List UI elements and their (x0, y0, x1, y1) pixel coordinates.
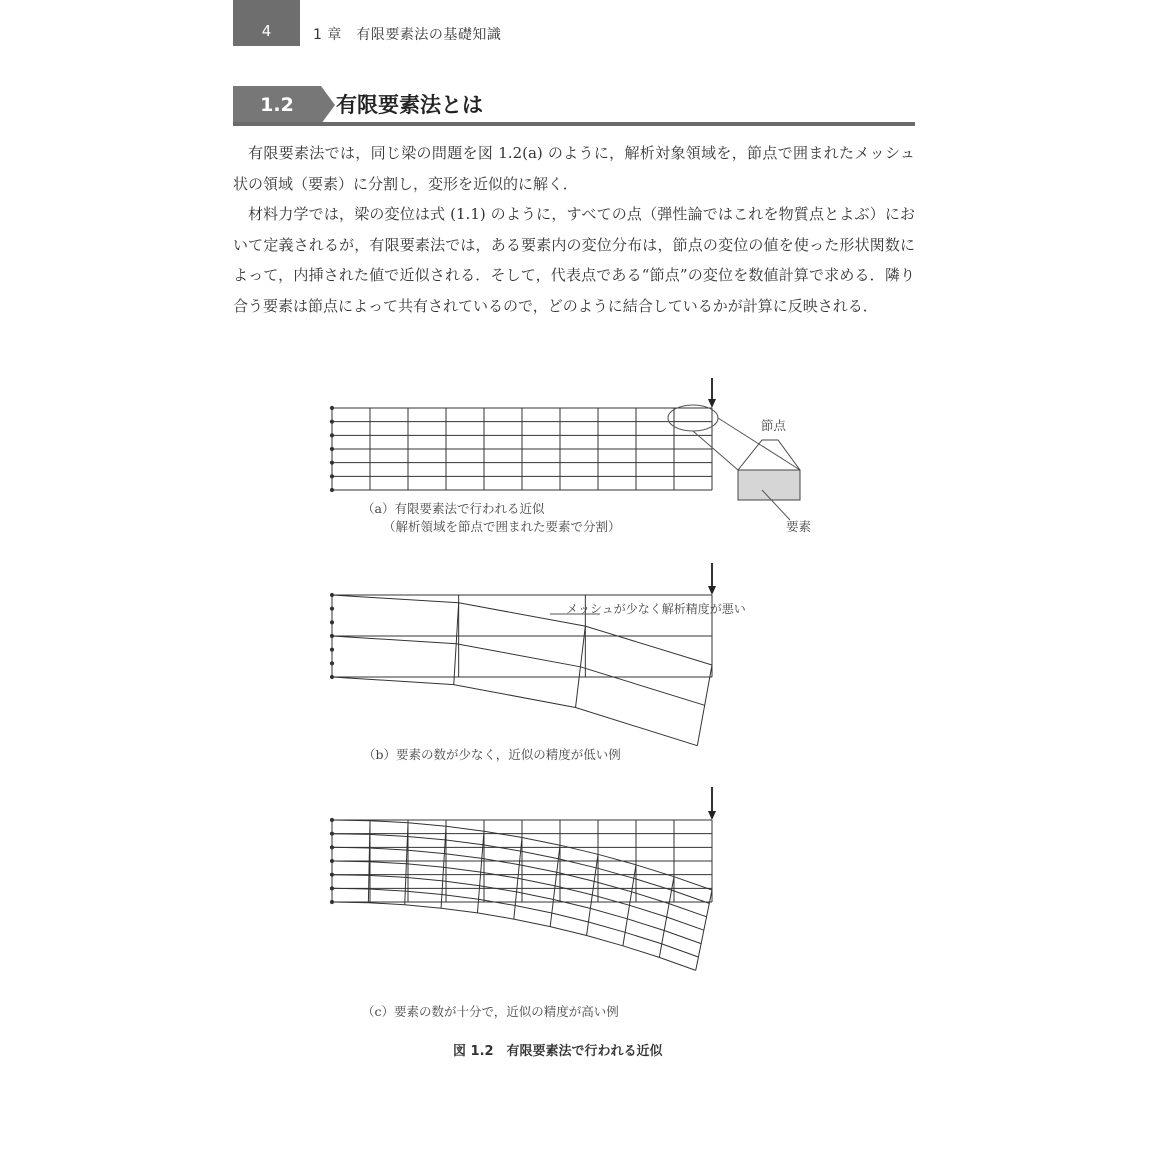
figure-c-fine-mesh (330, 787, 716, 970)
running-head: 1 章 有限要素法の基礎知識 (313, 27, 502, 43)
load-arrow-head (708, 399, 716, 408)
paragraph-2: 材料力学では，梁の変位は式 (1.1) のように，すべての点（弾性論ではこれを物質点とよぶ）において定義されるが，有限要素法では，ある要素内の変位分布は，節点の変位の値を使った形状関数によって，内挿された値で近似される．そして，代表点である“節点”の変位を数値計算で求める．隣り合う要素は節点によって共有されているので，どのように結合しているかが計算に反映される． (233, 205, 915, 315)
load-arrow-head (708, 586, 716, 595)
mesh-b-deformed-row-line (332, 677, 697, 746)
figure-title: 図 1.2 有限要素法で行われる近似 (453, 1044, 663, 1059)
mesh-c-deformed-row-line (332, 888, 698, 957)
element-zoom-box (738, 470, 800, 500)
mesh-c-deformed-row-line (332, 902, 696, 970)
support-node (330, 420, 333, 423)
support-node (330, 406, 333, 409)
caption-a-line2: （解析領域を節点で囲まれた要素で分割） (383, 519, 621, 534)
support-node (330, 488, 333, 491)
node-zoom-shape (738, 440, 800, 470)
mesh-b-deformed-col-line (576, 626, 586, 707)
zoom-line-left (693, 431, 738, 470)
support-node (330, 475, 333, 478)
load-arrow-head (708, 811, 716, 820)
node-highlight-ellipse (668, 405, 718, 431)
figure-b-coarse-mesh (330, 563, 716, 746)
caption-b: （b）要素の数が少なく，近似の精度が低い例 (363, 747, 621, 762)
caption-c: （c）要素の数が十分で，近似の精度が高い例 (362, 1004, 619, 1019)
node-label: 節点 (761, 418, 787, 433)
section-number: 1.2 (233, 86, 321, 124)
section-title: 有限要素法とは (336, 93, 483, 117)
page-number: 4 (233, 0, 300, 46)
element-label: 要素 (786, 519, 812, 534)
mesh-b-deformed-row-line (332, 636, 705, 705)
support-node (330, 434, 333, 437)
mesh-c-deformed-row-line (332, 875, 701, 944)
annotation-b: メッシュが少なく解析精度が悪い (566, 602, 746, 616)
support-node (330, 447, 333, 450)
paragraph-1: 有限要素法では，同じ梁の問題を図 1.2(a) のように，解析対象領域を，節点で囲まれたメッシュ状の領域（要素）に分割し，変形を近似的に解く． (233, 144, 915, 193)
support-node (330, 461, 333, 464)
caption-a-line1: （a）有限要素法で行われる近似 (362, 501, 545, 516)
